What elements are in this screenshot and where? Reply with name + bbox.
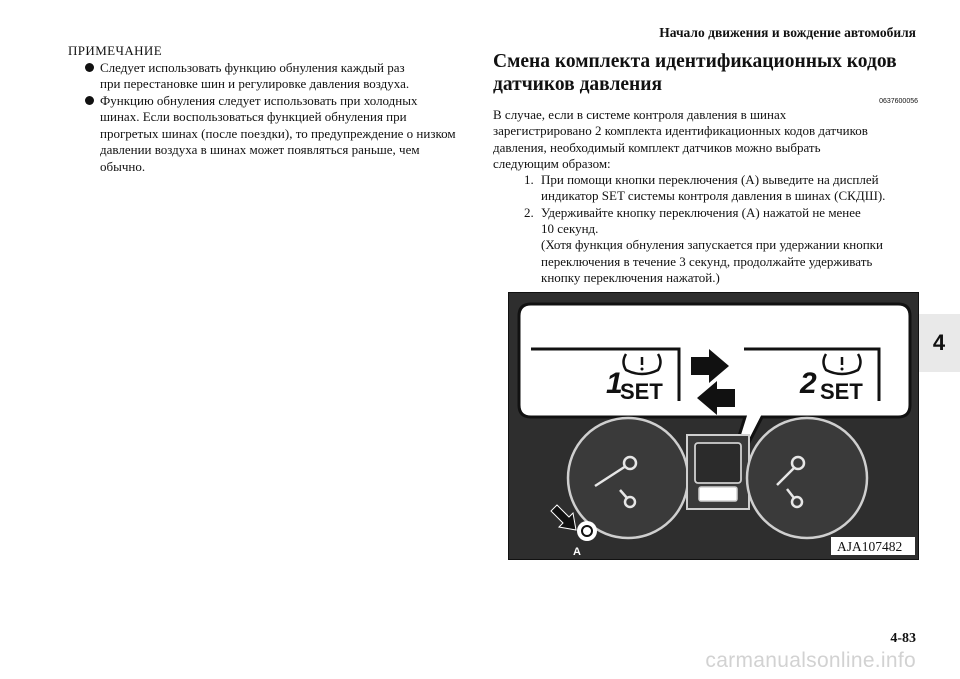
step-line: индикатор SET системы контроля давления в шинах (СКДШ). <box>541 188 886 204</box>
intro-line: следующим образом: <box>493 155 611 171</box>
switch-button-icon <box>577 521 597 541</box>
display-left-number: 1 <box>606 367 623 400</box>
intro-line: зарегистрировано 2 комплекта идентификационных кодов датчиков <box>493 123 868 139</box>
section-title <box>493 50 918 96</box>
note-bullet <box>68 93 476 176</box>
display-right-number: 2 <box>800 367 817 400</box>
section-code: 0637600056 <box>879 98 918 105</box>
step-line: кнопку переключения нажатой.) <box>541 269 720 285</box>
display-left-set: SET <box>620 379 663 404</box>
switch-button-a[interactable] <box>577 521 597 541</box>
step-item <box>493 205 918 286</box>
bullet-dot-icon <box>85 96 94 105</box>
note-line: Следует использовать функцию обнуления каждый раз <box>100 59 405 75</box>
page-number: 4-83 <box>890 631 916 646</box>
step-item <box>493 172 918 205</box>
chapter-number: 4 <box>932 330 946 355</box>
running-header: Начало движения и вождение автомобиля <box>659 25 916 40</box>
center-info-display <box>687 435 749 509</box>
step-line: При помощи кнопки переключения (A) выведите на дисплей <box>541 172 879 188</box>
step-line: Удерживайте кнопку переключения (A) нажатой не менее <box>541 204 861 220</box>
note-line: прогретых шинах (после поездки), то предупреждение о низком <box>100 125 456 141</box>
steps-list <box>493 172 918 286</box>
note-bullet <box>68 60 476 93</box>
figure-illustration <box>509 293 918 559</box>
gauge-left <box>568 418 688 538</box>
step-number: 1. <box>524 172 534 188</box>
watermark-text[interactable]: carmanualsonline.info <box>705 649 916 672</box>
section-title-line: Смена комплекта идентификационных кодов <box>493 51 897 72</box>
display-right-set: SET <box>820 379 863 404</box>
intro-line: В случае, если в системе контроля давления в шинах <box>493 107 787 122</box>
step-line: (Хотя функция обнуления запускается при удержании кнопки <box>541 237 883 253</box>
section-intro <box>493 107 918 172</box>
note-line: давлении воздуха в шинах может появляться раньше, чем <box>100 142 420 157</box>
image-code: AJA107482 <box>837 539 903 554</box>
step-line: 10 секунд. <box>541 221 599 237</box>
note-line: при перестановке шин и регулировке давления воздуха. <box>100 76 410 91</box>
instrument-cluster-figure <box>508 292 919 560</box>
gauge-right <box>747 418 867 538</box>
pointer-arrow-icon <box>551 505 576 530</box>
step-line: переключения в течение 3 секунд, продолжайте удерживать <box>541 253 873 269</box>
note-title: ПРИМЕЧАНИЕ <box>68 43 163 58</box>
bullet-dot-icon <box>85 63 94 72</box>
step-number: 2. <box>524 204 534 220</box>
intro-line: давления, необходимый комплект датчиков можно выбрать <box>493 139 821 155</box>
note-line: шинах. Если воспользоваться функцией обнуления при <box>100 109 407 124</box>
section-block <box>493 50 918 286</box>
note-line: обычно. <box>100 158 146 174</box>
note-line: Функцию обнуления следует использовать при холодных <box>100 92 418 108</box>
chapter-tab[interactable] <box>918 314 960 372</box>
switch-button-label: A <box>573 546 581 558</box>
note-block <box>68 43 476 175</box>
section-title-line: датчиков давления <box>493 74 663 95</box>
